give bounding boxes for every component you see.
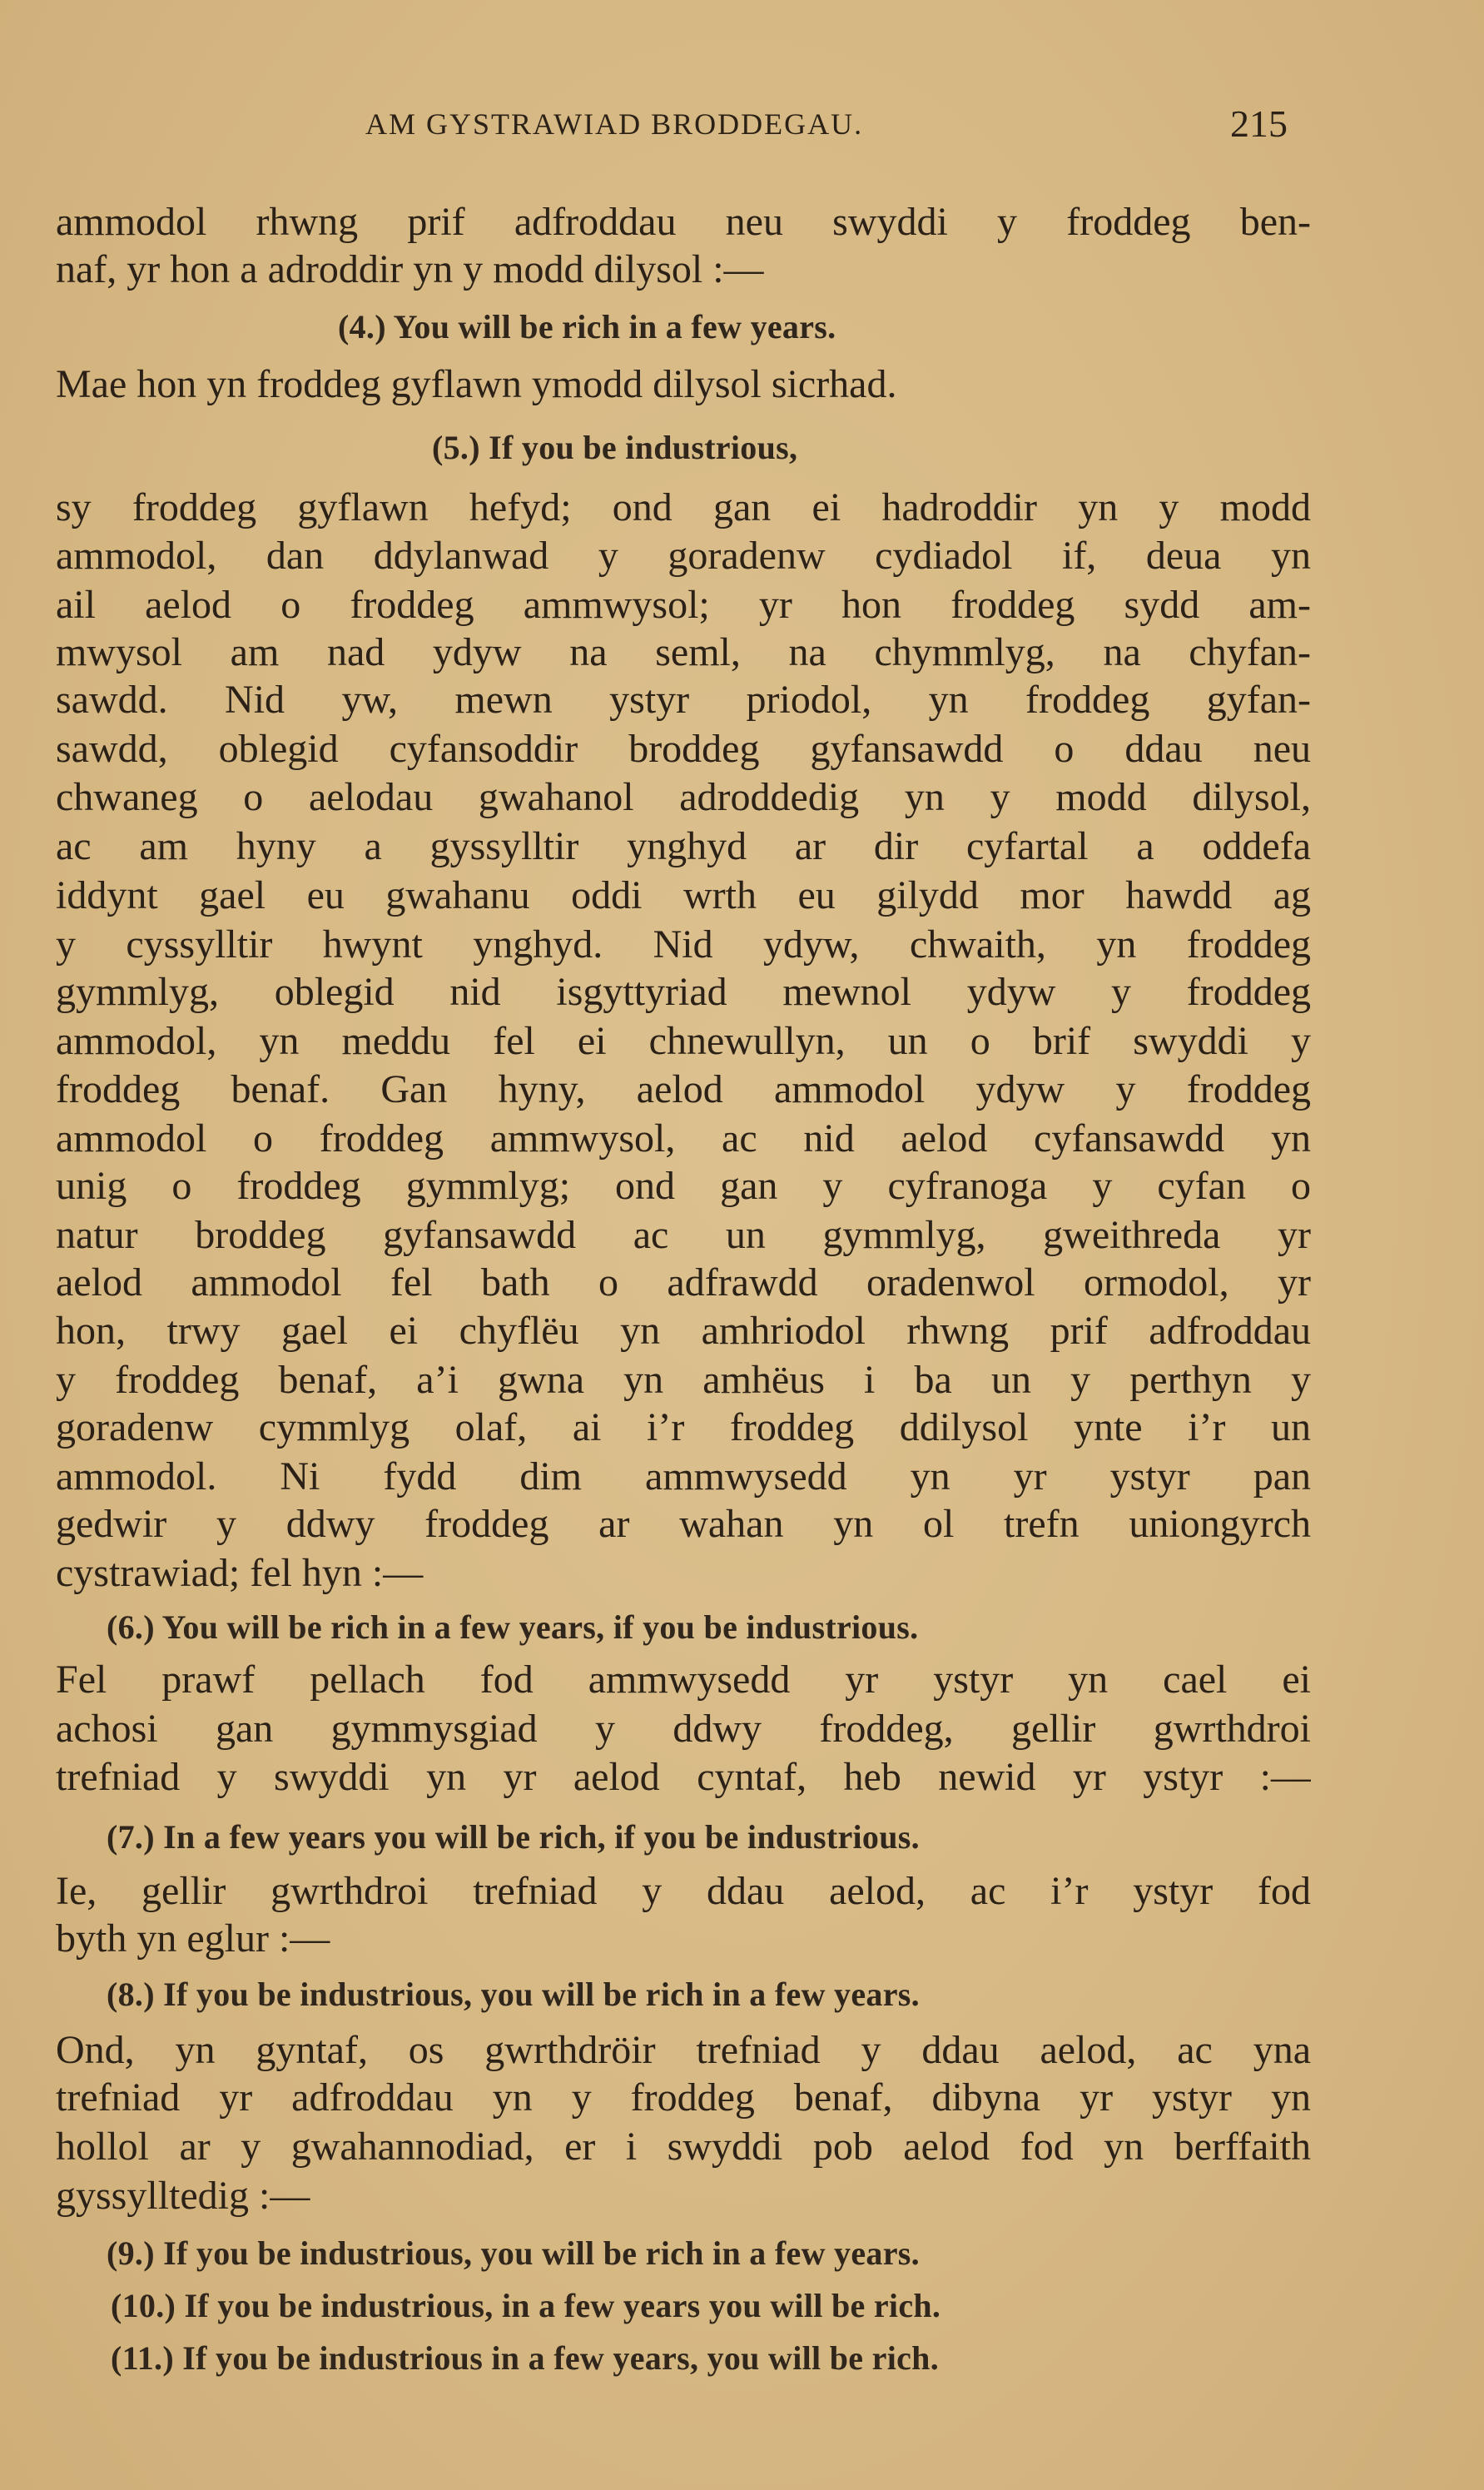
text-line: sawdd, oblegid cyfansoddir broddeg gyfansawdd o ddau neu bbox=[56, 727, 1311, 771]
text-line: chwaneg o aelodau gwahanol adroddedig yn y modd dilysol, bbox=[56, 775, 1311, 819]
example-sentence: (7.) In a few years you will be rich, if you be industrious. bbox=[107, 1818, 920, 1856]
text-line: froddeg benaf. Gan hyny, aelod ammodol ydyw y froddeg bbox=[56, 1067, 1311, 1111]
example-sentence: (11.) If you be industrious in a few years, you will be rich. bbox=[111, 2339, 940, 2377]
text-line: y froddeg benaf, a’i gwna yn amhëus i ba un y perthyn y bbox=[56, 1358, 1311, 1402]
running-title: AM GYSTRAWIAD BRODDEGAU. bbox=[365, 107, 864, 141]
text-line: ammodol rhwng prif adfroddau neu swyddi y froddeg ben- bbox=[56, 200, 1311, 244]
text-line: Fel prawf pellach fod ammwysedd yr ystyr yn cael ei bbox=[56, 1658, 1311, 1702]
text-line: achosi gan gymmysgiad y ddwy froddeg, gellir gwrthdroi bbox=[56, 1707, 1311, 1751]
text-line: naf, yr hon a adroddir yn y modd dilysol :— bbox=[56, 247, 764, 291]
text-line: iddynt gael eu gwahanu oddi wrth eu gilydd mor hawdd ag bbox=[56, 873, 1311, 917]
text-line: byth yn eglur :— bbox=[56, 1916, 330, 1961]
example-sentence: (4.) You will be rich in a few years. bbox=[338, 308, 836, 345]
text-line: ammodol. Ni fydd dim ammwysedd yn yr ystyr pan bbox=[56, 1454, 1311, 1498]
text-line: gedwir y ddwy froddeg ar wahan yn ol trefn uniongyrch bbox=[56, 1502, 1311, 1546]
text-line: Ie, gellir gwrthdroi trefniad y ddau aelod, ac i’r ystyr fod bbox=[56, 1869, 1311, 1913]
text-line: y cyssylltir hwynt ynghyd. Nid ydyw, chwaith, yn froddeg bbox=[56, 922, 1311, 967]
text-line: ac am hyny a gyssylltir ynghyd ar dir cyfartal a oddefa bbox=[56, 824, 1311, 868]
text-line: goradenw cymmlyg olaf, ai i’r froddeg ddilysol ynte i’r un bbox=[56, 1405, 1311, 1449]
text-line: cystrawiad; fel hyn :— bbox=[56, 1551, 424, 1595]
example-sentence: (5.) If you be industrious, bbox=[432, 429, 798, 466]
text-line: ail aelod o froddeg ammwysol; yr hon froddeg sydd am- bbox=[56, 583, 1311, 627]
text-line: Ond, yn gyntaf, os gwrthdröir trefniad y ddau aelod, ac yna bbox=[56, 2028, 1311, 2072]
text-line: trefniad y swyddi yn yr aelod cyntaf, heb newid yr ystyr :— bbox=[56, 1755, 1311, 1799]
text-line: hon, trwy gael ei chyflëu yn amhriodol rhwng prif adfroddau bbox=[56, 1309, 1311, 1353]
text-line: mwysol am nad ydyw na seml, na chymmlyg, na chyfan- bbox=[56, 630, 1311, 674]
example-sentence: (9.) If you be industrious, you will be rich in a few years. bbox=[107, 2234, 920, 2272]
example-sentence: (10.) If you be industrious, in a few years you will be rich. bbox=[111, 2287, 941, 2324]
page-number: 215 bbox=[1230, 102, 1288, 145]
text-line: ammodol, dan ddylanwad y goradenw cydiadol if, deua yn bbox=[56, 534, 1311, 578]
text-line: gyssylltedig :— bbox=[56, 2174, 310, 2218]
text-line: gymmlyg, oblegid nid isgyttyriad mewnol ydyw y froddeg bbox=[56, 970, 1311, 1014]
example-sentence: (8.) If you be industrious, you will be rich in a few years. bbox=[107, 1976, 920, 2013]
text-line: sawdd. Nid yw, mewn ystyr priodol, yn froddeg gyfan- bbox=[56, 678, 1311, 722]
text-line: aelod ammodol fel bath o adfrawdd oradenwol ormodol, yr bbox=[56, 1260, 1311, 1305]
text-line: ammodol o froddeg ammwysol, ac nid aelod cyfansawdd yn bbox=[56, 1116, 1311, 1161]
text-line: Mae hon yn froddeg gyflawn ymodd dilysol sicrhad. bbox=[56, 362, 897, 406]
example-sentence: (6.) You will be rich in a few years, if you be industrious. bbox=[107, 1608, 919, 1646]
text-line: hollol ar y gwahannodiad, er i swyddi pob aelod fod yn berffaith bbox=[56, 2125, 1311, 2169]
text-line: unig o froddeg gymmlyg; ond gan y cyfranoga y cyfan o bbox=[56, 1164, 1311, 1208]
text-line: ammodol, yn meddu fel ei chnewullyn, un o brif swyddi y bbox=[56, 1019, 1311, 1063]
text-line: natur broddeg gyfansawdd ac un gymmlyg, gweithreda yr bbox=[56, 1213, 1311, 1257]
text-line: sy froddeg gyflawn hefyd; ond gan ei hadroddir yn y modd bbox=[56, 485, 1311, 529]
text-line: trefniad yr adfroddau yn y froddeg benaf, dibyna yr ystyr yn bbox=[56, 2075, 1311, 2120]
